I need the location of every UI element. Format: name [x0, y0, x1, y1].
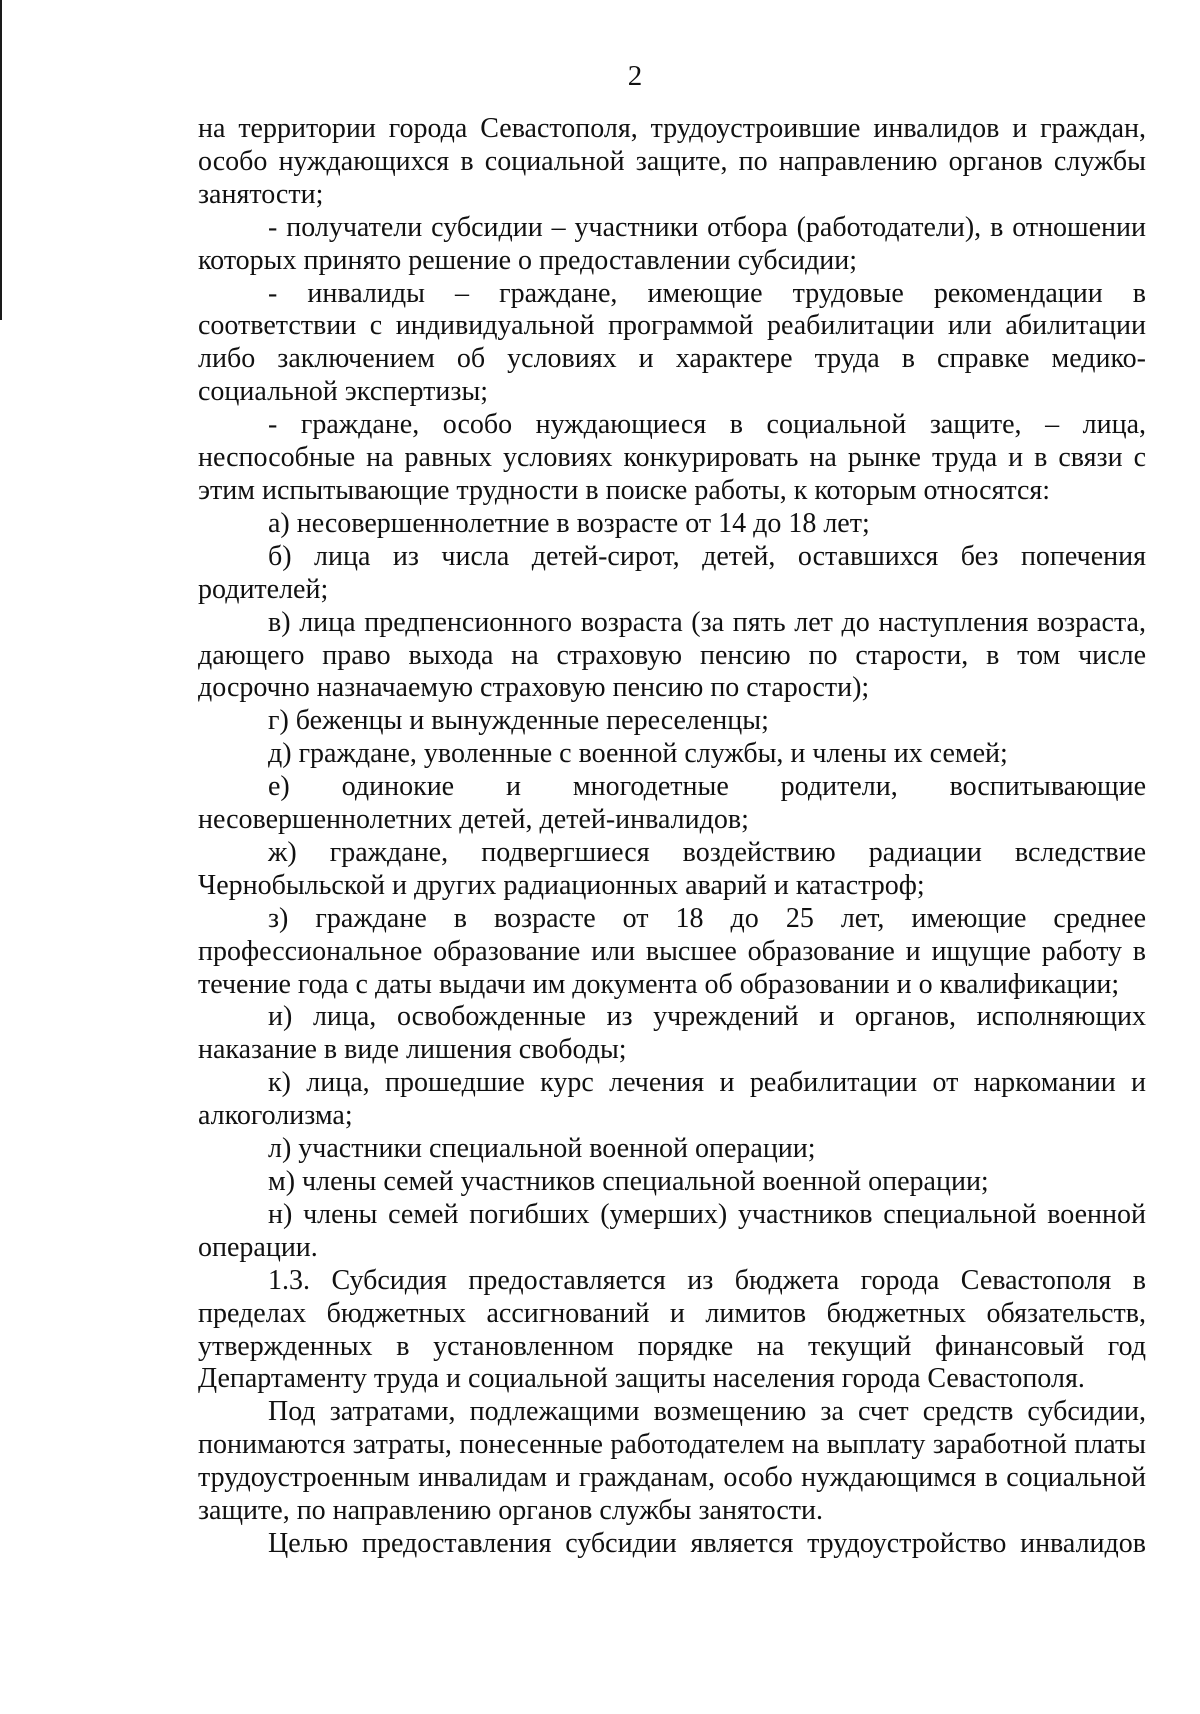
list-item-m: м) члены семей участников специальной военной операции; [268, 1166, 989, 1197]
list-item-l: л) участники специальной военной операции; [268, 1133, 816, 1165]
paragraph-definition-recipients: - получатели субсидии – участники отбора (работодатели), в отношении которых принято решение о предоставлении субсидии; [198, 211, 1146, 276]
paragraph-costs-definition: Под затратами, подлежащими возмещению за счет средств субсидии, понимаются затраты, понесенные работодателем на выплату заработной платы трудоустроенным инвалидам и гражданам, особо нуждающимся в социальной защите, по направлению органов службы занятости. [198, 1396, 1146, 1527]
page-number: 2 [627, 60, 643, 92]
list-item-e: е) одинокие и многодетные родители, воспитывающие несовершеннолетних детей, детей-инвалидов; [198, 771, 1146, 836]
list-item-z: з) граждане в возрасте от 18 до 25 лет, имеющие среднее профессиональное образование или высшее образование и ищущие работу в течение года с даты выдачи им документа об образовании и о квалификации; [198, 902, 1146, 1000]
list-item-b: б) лица из числа детей-сирот, детей, оставшихся без попечения родителей; [198, 540, 1146, 605]
document-body [198, 113, 1146, 1561]
list-item-g: г) беженцы и вынужденные переселенцы; [268, 705, 769, 737]
list-item-k: к) лица, прошедшие курс лечения и реабилитации от наркомании и алкоголизма; [198, 1067, 1146, 1132]
scan-edge-line [0, 0, 2, 320]
paragraph-definition-citizens-in-need: - граждане, особо нуждающиеся в социальной защите, – лица, неспособные на равных условиях конкурировать на рынке труда и в связи с этим испытывающие трудности в поиске работы, к которым относятся: [198, 409, 1146, 506]
paragraph-definition-disabled: - инвалиды – граждане, имеющие трудовые рекомендации в соответствии с индивидуальной программой реабилитации или абилитации либо заключением об условиях и характере труда в справке медико-социальной экспертизы; [198, 277, 1146, 408]
list-item-i: и) лица, освобожденные из учреждений и органов, исполняющих наказание в виде лишения свободы; [198, 1001, 1146, 1066]
list-item-n: н) члены семей погибших (умерших) участников специальной военной операции. [198, 1198, 1146, 1263]
list-item-zh: ж) граждане, подвергшиеся воздействию радиации вследствие Чернобыльской и других радиационных аварий и катастроф; [198, 836, 1146, 901]
paragraph-continuation: на территории города Севастополя, трудоустроившие инвалидов и граждан, особо нуждающихся в социальной защите, по направлению органов службы занятости; [198, 113, 1146, 210]
list-item-a: а) несовершеннолетние в возрасте от 14 до 18 лет; [268, 507, 870, 539]
list-item-d: д) граждане, уволенные с военной службы, и члены их семей; [268, 738, 1008, 770]
paragraph-section-1-3: 1.3. Субсидия предоставляется из бюджета города Севастополя в пределах бюджетных ассигнований и лимитов бюджетных обязательств, утвержденных в установленном порядке на текущий финансовый год Департаменту труда и социальной защиты населения города Севастополя. [198, 1264, 1146, 1395]
paragraph-purpose: Целью предоставления субсидии является трудоустройство инвалидов [268, 1527, 1146, 1559]
list-item-v: в) лица предпенсионного возраста (за пять лет до наступления возраста, дающего право выхода на страховую пенсию по старости, в том числе досрочно назначаемую страховую пенсию по старости); [198, 606, 1146, 704]
